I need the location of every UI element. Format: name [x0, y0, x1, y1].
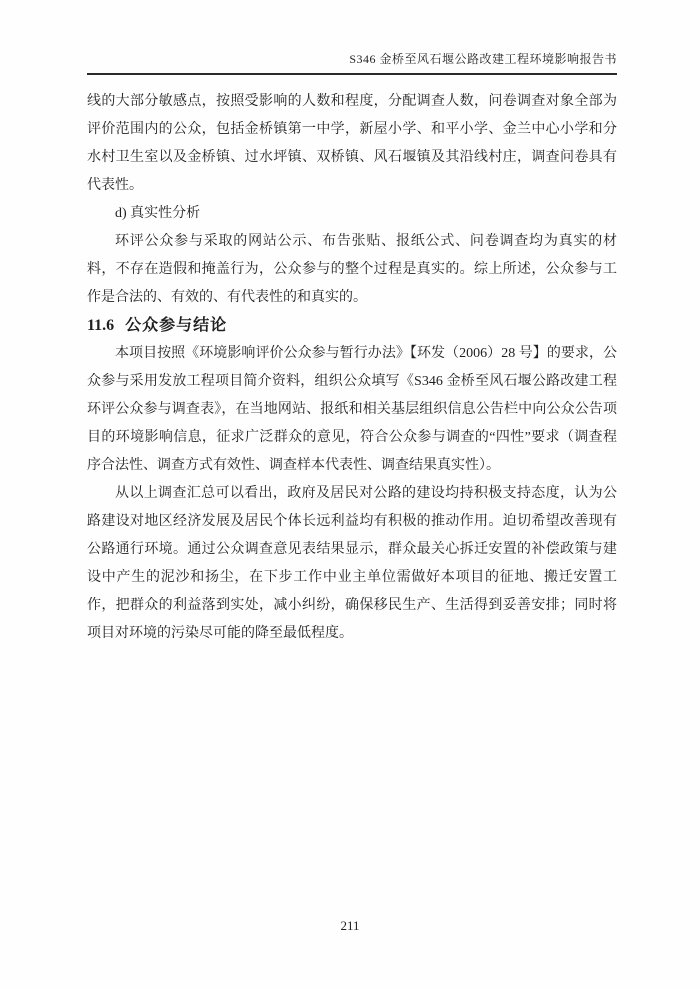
page-header — [87, 50, 617, 75]
page-footer — [0, 917, 700, 935]
document-body — [87, 88, 617, 648]
page-number: 211 — [340, 918, 360, 933]
section-heading — [87, 312, 617, 340]
running-title: S346 金桥至风石堰公路改建工程环境影响报告书 — [349, 52, 617, 66]
section-title: 公众参与结论 — [125, 317, 228, 334]
item-d-authenticity-label: d) 真实性分析 — [115, 206, 201, 221]
section-number: 11.6 — [87, 317, 115, 334]
paragraph-conclusion-method: 本项目按照《环境影响评价公众参与暂行办法》【环发（2006）28 号】的要求，公众参与采用发放工程项目简介资料，组织公众填写《S346 金桥至风石堰公路改建工程环评公众参与调查表》，在当地网站、报纸和相关基层组织信息公告栏中向公众公告项目的环境影响信息，征求广泛群众的意见，符合公众参与调查的“四性”要求（调查程序合法性、调查方式有效性、调查样本代表性、调查结果真实性）。 — [87, 346, 617, 473]
paragraph-conclusion-findings: 从以上调查汇总可以看出，政府及居民对公路的建设均持积极支持态度，认为公路建设对地区经济发展及居民个体长远利益均有积极的推动作用。迫切希望改善现有公路通行环境。通过公众调查意见表结果显示，群众最关心拆迁安置的补偿政策与建设中产生的泥沙和扬尘，在下步工作中业主单位需做好本项目的征地、搬迁安置工作，把群众的利益落到实处，减小纠纷，确保移民生产、生活得到妥善安排；同时将项目对环境的污染尽可能的降至最低程度。 — [87, 486, 617, 641]
paragraph-authenticity-analysis: 环评公众参与采取的网站公示、布告张贴、报纸公式、问卷调查均为真实的材料，不存在造假和掩盖行为，公众参与的整个过程是真实的。综上所述，公众参与工作是合法的、有效的、有代表性的和真实的。 — [87, 234, 617, 305]
paragraph-survey-scope: 线的大部分敏感点，按照受影响的人数和程度，分配调查人数，问卷调查对象全部为评价范围内的公众，包括金桥镇第一中学，新屋小学、和平小学、金兰中心小学和分水村卫生室以及金桥镇、过水坪镇、双桥镇、风石堰镇及其沿线村庄，调查问卷具有代表性。 — [87, 94, 617, 193]
